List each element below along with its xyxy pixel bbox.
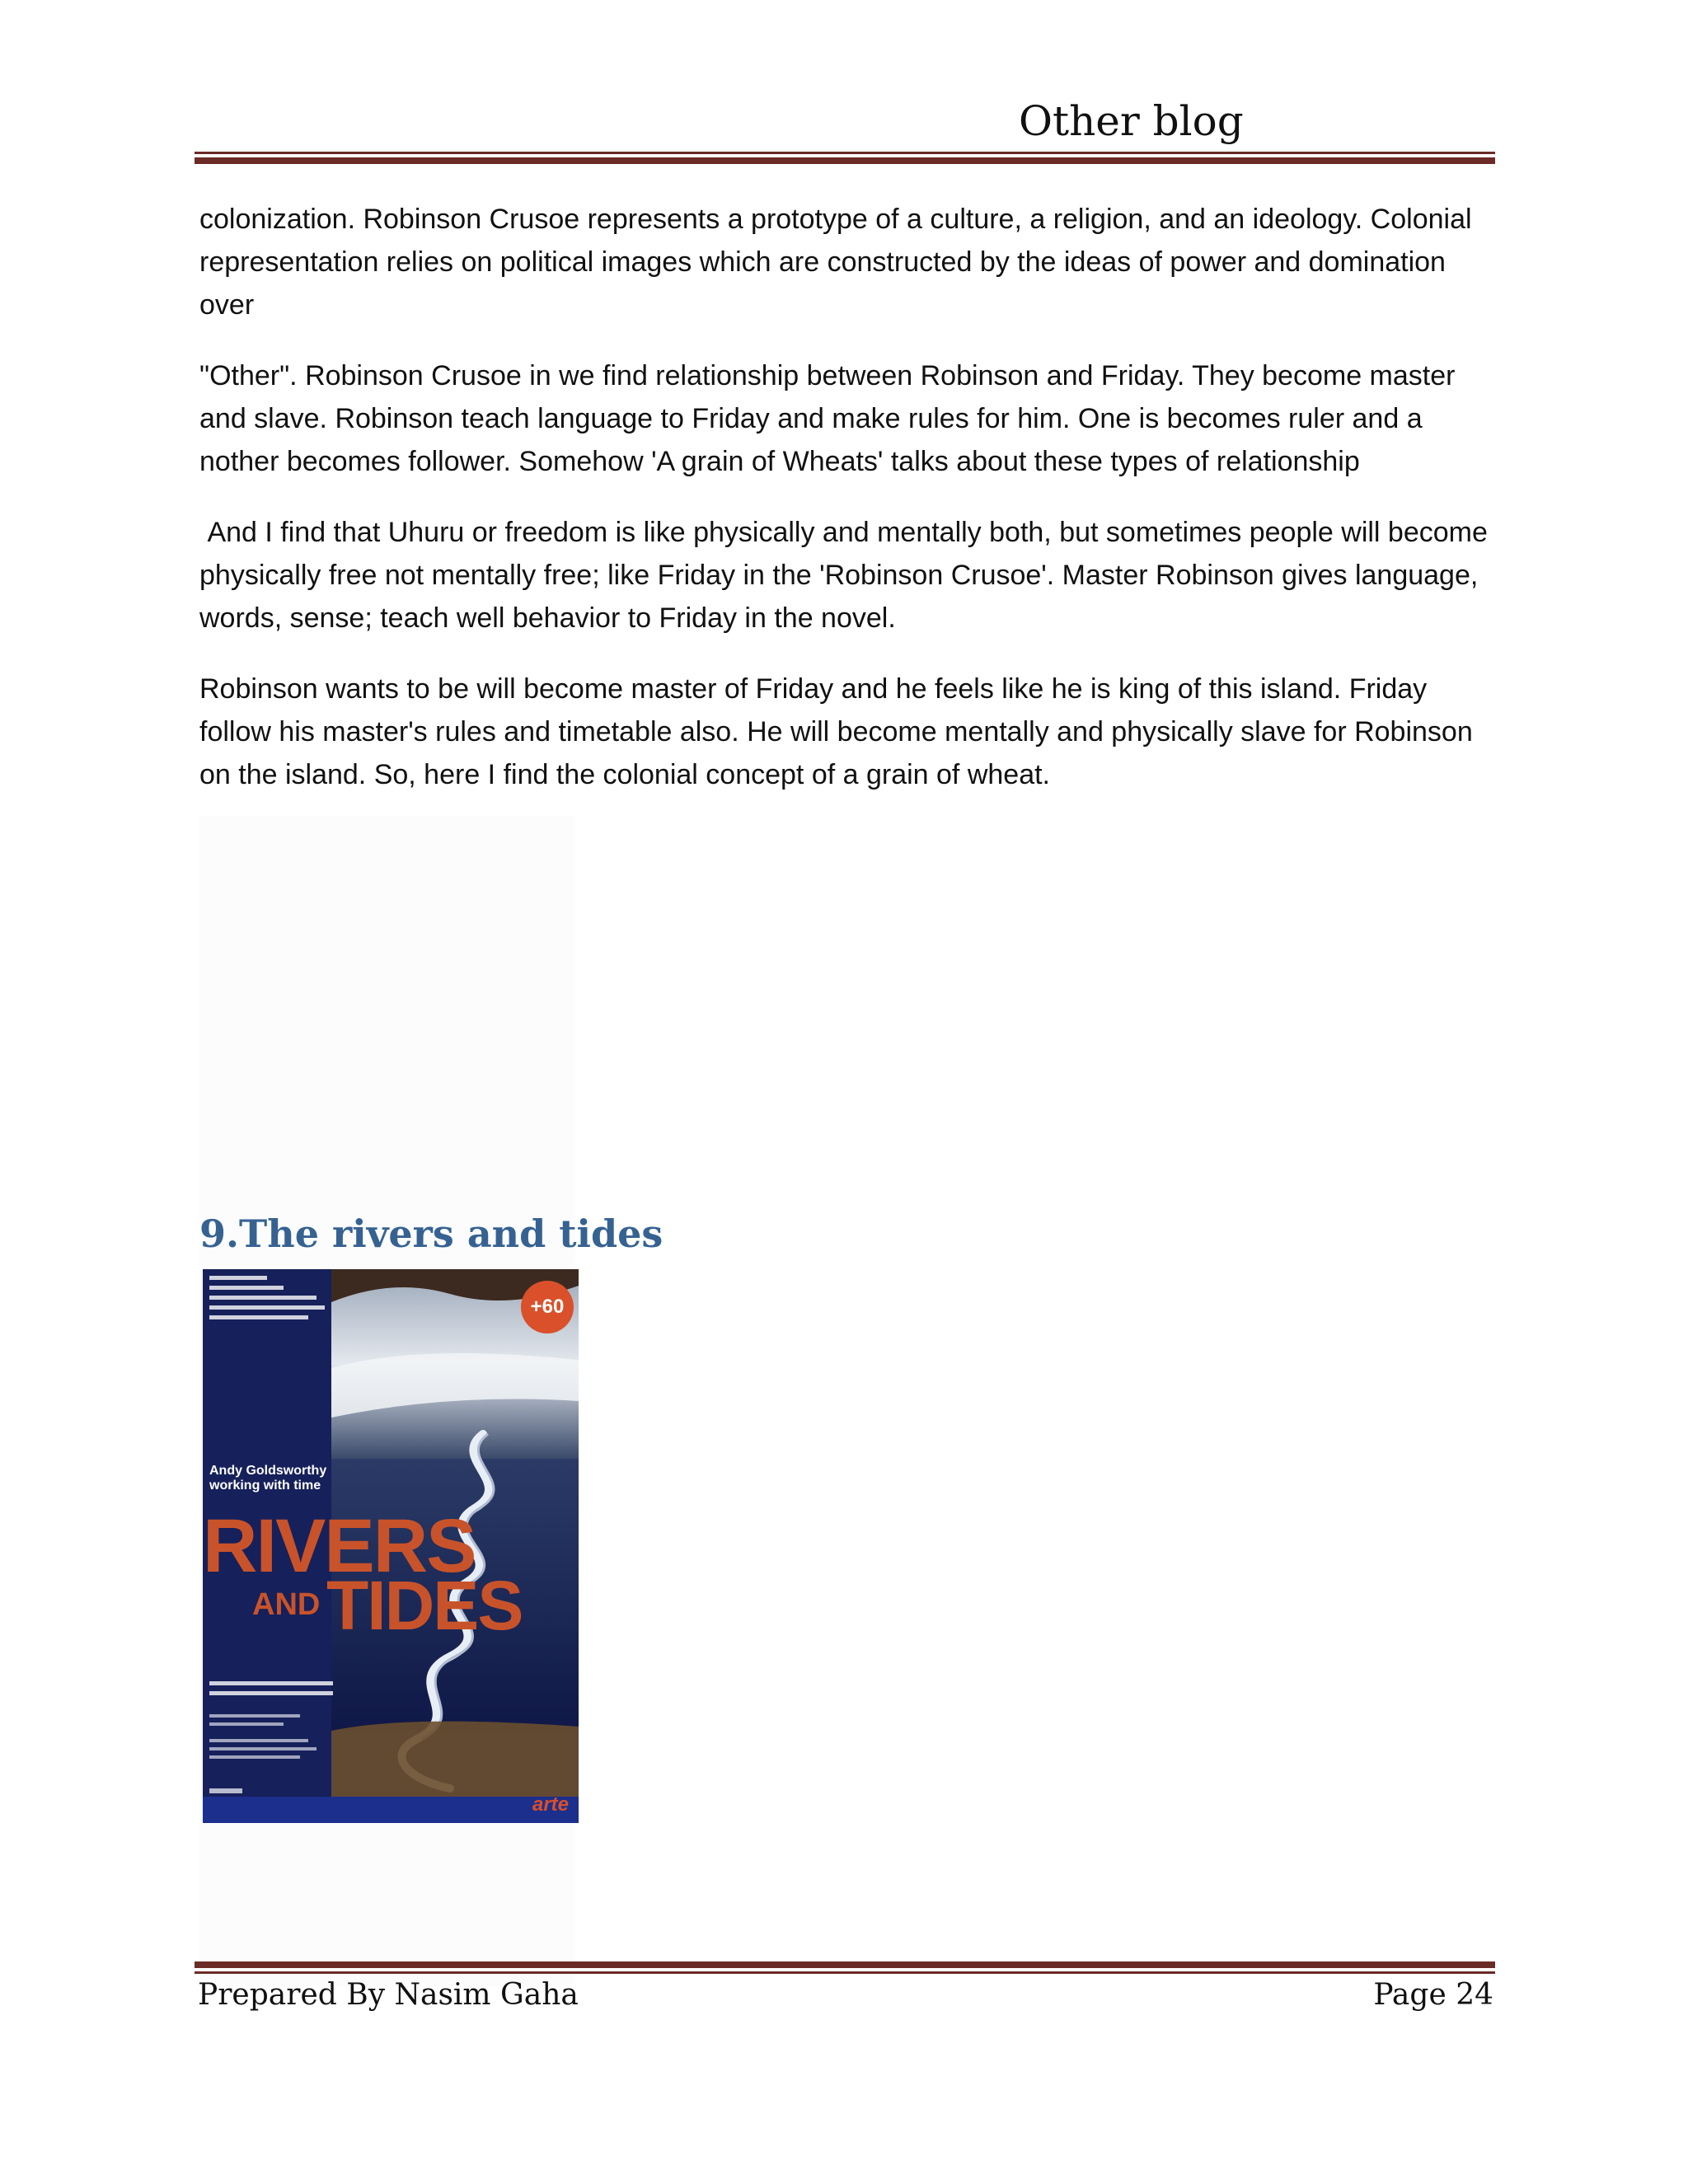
footer-author: Prepared By Nasim Gaha xyxy=(198,1978,579,2012)
section-heading: 9.The rivers and tides xyxy=(199,1212,663,1256)
poster-title-and: AND xyxy=(252,1587,321,1622)
poster-subtitle: Andy Goldsworthy working with time xyxy=(209,1464,327,1493)
paragraph-1: colonization. Robinson Crusoe represents a prototype of a culture, a religion, and an ideology. Colonial representation relies on political images which are constructed by the ideas of power and domination over xyxy=(199,204,1472,321)
paragraph-3: And I find that Uhuru or freedom is like physically and mentally both, but sometimes people will become physically free not mentally free; like Friday in the 'Robinson Crusoe'. Master Robinson gives language, words, sense; teach well behavior to Friday in the novel. xyxy=(199,517,1496,634)
poster-edition-logo: arte xyxy=(532,1793,569,1816)
poster-badge: +60 xyxy=(521,1281,574,1333)
header-rule xyxy=(195,152,1495,164)
body-text xyxy=(199,198,1502,824)
footer-page-number: Page 24 xyxy=(1373,1978,1493,2012)
paragraph-4: Robinson wants to be will become master of Friday and he feels like he is king of this island. Friday follow his master's rules and timetable also. He will become mentally and physically slave for Robinson on the island. So, here I find the colonial concept of a grain of wheat. xyxy=(199,673,1473,790)
footer-rule xyxy=(195,1961,1495,1974)
poster-title-rivers: RIVERS xyxy=(203,1504,476,1588)
poster-title-tides: TIDES xyxy=(326,1567,523,1644)
header-title: Other blog xyxy=(1019,97,1244,145)
rivers-and-tides-poster xyxy=(203,1269,579,1823)
paragraph-2: "Other". Robinson Crusoe in we find relationship between Robinson and Friday. They become master and slave. Robinson teach language to Friday and make rules for him. One is becomes ruler and a nother becomes follower. Somehow 'A grain of Wheats' talks about these types of relationship xyxy=(199,360,1456,477)
